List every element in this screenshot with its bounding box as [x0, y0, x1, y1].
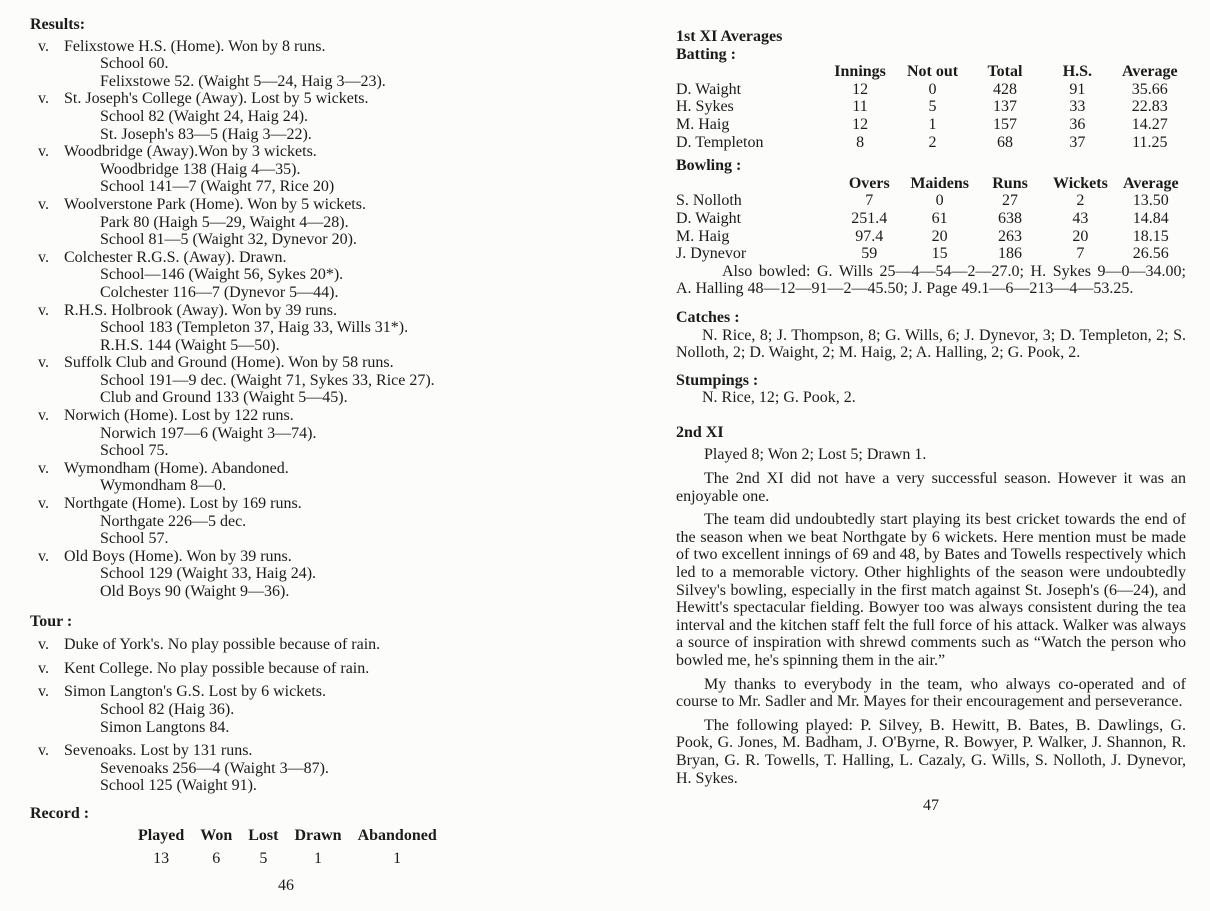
- match-detail: Simon Langtons 84.: [100, 718, 230, 736]
- record-column: [200, 827, 232, 868]
- stat-value: 2: [1076, 192, 1085, 210]
- match-detail: Park 80 (Haigh 5—29, Waight 4—28).: [100, 213, 349, 231]
- player-name: D. Waight: [676, 209, 742, 227]
- stumpings-heading: Stumpings :: [676, 371, 759, 389]
- match-entry: [30, 196, 472, 249]
- stat-value: 11: [852, 98, 868, 116]
- match-summary: Kent College. No play possible because of rain.: [64, 659, 370, 677]
- match-entry: [30, 660, 472, 678]
- table-header-row: [676, 175, 1186, 193]
- stat-value: 157: [992, 115, 1017, 133]
- match-detail: School 191—9 dec. (Waight 71, Sykes 33, Rice 27).: [100, 371, 435, 389]
- match-detail: School 129 (Waight 33, Haig 24).: [100, 565, 317, 583]
- match-detail: Northgate 226—5 dec.: [100, 512, 247, 530]
- stat-value: 27: [1002, 192, 1019, 210]
- stat-value: 68: [996, 133, 1013, 151]
- stat-value: 37: [1069, 133, 1086, 151]
- match-line: [30, 548, 472, 566]
- match-line: [30, 636, 472, 654]
- also-bowled-text: Also bowled: G. Wills 25—4—54—2—27.0; H. Sykes 9—0—34.00; A. Halling 48—12—91—2—45.50; J. Page 49.1—6—213—4—53.25.: [676, 262, 1186, 298]
- results-list: [30, 38, 472, 601]
- page-number-right: 47: [923, 797, 939, 815]
- paragraph: Played 8; Won 2; Lost 5; Drawn 1.: [704, 446, 927, 464]
- match-line: [30, 407, 472, 425]
- column-header: Overs: [848, 174, 890, 192]
- match-detail: School 141—7 (Waight 77, Rice 20): [100, 178, 335, 196]
- column-header: [676, 175, 834, 193]
- match-line: [30, 196, 472, 214]
- stats-table: [676, 63, 1186, 151]
- column-header: Total: [987, 63, 1023, 81]
- match-line: [30, 354, 472, 372]
- table-header-row: [676, 63, 1186, 81]
- stat-value: 7: [1076, 245, 1085, 263]
- table-row: [676, 192, 1186, 210]
- versus-marker: v.: [38, 195, 49, 213]
- match-detail: Felixstowe 52. (Waight 5—24, Haig 3—23).: [100, 72, 386, 90]
- stat-value: 428: [992, 80, 1017, 98]
- match-line: [30, 660, 472, 678]
- stat-value: 15: [931, 245, 948, 263]
- stat-value: 1: [928, 115, 937, 133]
- stats-table: [676, 175, 1186, 263]
- results-heading: Results:: [30, 16, 86, 33]
- paragraph: The team did undoubtedly start playing its best cricket towards the end of the season when we beat Northgate by 6 wickets. Here mention must be made of two excellent innings of 69 and 48, by Bates and Towells respectively which led to a memorable victory. Other highlights of the season were undoubtedly Silvey's bowling, especially in the first match against St. Joseph's (6—24), and Hewitt's spectacular fielding. Bowyer too was always consistent during the tea interval and the kitchen staff felt the full force of his attack. Walker was always a source of inspiration with shrewd comments such as “Watch the person who bowled me, he's spinning them in the air.”: [676, 511, 1186, 669]
- match-detail: School 57.: [100, 530, 169, 548]
- paragraph: The following played: P. Silvey, B. Hewitt, B. Bates, B. Dawlings, G. Pook, G. Jones, M. Badham, J. O'Byrne, R. Bowyer, P. Walker, J. Shannon, R. Bryan, G. R. Towells, T. Halling, L. Cazaly, G. Wills, S. Nolloth, J. Dynevor, H. Sykes.: [676, 716, 1186, 787]
- table-row: [676, 116, 1186, 134]
- stat-value: 0: [928, 80, 937, 98]
- stat-value: 61: [931, 209, 948, 227]
- batting-heading: Batting :: [676, 45, 736, 63]
- match-summary: Simon Langton's G.S. Lost by 6 wickets.: [64, 683, 326, 701]
- match-detail: School 60.: [100, 55, 169, 73]
- match-detail: School 82 (Waight 24, Haig 24).: [100, 107, 309, 125]
- match-detail: Club and Ground 133 (Waight 5—45).: [100, 389, 348, 407]
- player-name: M. Haig: [676, 227, 730, 245]
- stat-value: 638: [998, 209, 1023, 227]
- versus-marker: v.: [38, 407, 49, 425]
- record-heading: Record :: [30, 804, 90, 822]
- stat-value: 12: [852, 80, 869, 98]
- stat-value: 43: [1072, 209, 1089, 227]
- match-summary: St. Joseph's College (Away). Lost by 5 wickets.: [64, 90, 369, 108]
- match-entry: [30, 683, 472, 736]
- match-detail: School 125 (Waight 91).: [100, 777, 257, 795]
- match-line: [30, 683, 472, 701]
- stat-value: 5: [928, 98, 937, 116]
- batting-table: [676, 63, 1186, 151]
- stat-value: 0: [935, 192, 944, 210]
- column-header: Innings: [834, 63, 886, 81]
- versus-marker: v.: [38, 742, 49, 760]
- table-row: [676, 98, 1186, 116]
- match-detail: Old Boys 90 (Waight 9—36).: [100, 583, 290, 600]
- column-header: H.S.: [1062, 63, 1093, 81]
- versus-marker: v.: [38, 90, 49, 108]
- match-line: [30, 460, 472, 478]
- table-row: [676, 245, 1186, 263]
- versus-marker: v.: [38, 547, 49, 565]
- player-name: S. Nolloth: [676, 192, 742, 210]
- versus-marker: v.: [38, 659, 49, 677]
- record-header: Abandoned: [357, 826, 437, 844]
- match-entry: [30, 302, 472, 355]
- match-entry: [30, 249, 472, 302]
- player-name: D. Waight: [676, 80, 742, 98]
- averages-heading: 1st XI Averages: [676, 28, 783, 45]
- second-xi-paragraphs: [676, 446, 1186, 787]
- table-row: [676, 134, 1186, 152]
- versus-marker: v.: [38, 459, 49, 477]
- stat-value: 251.4: [851, 209, 888, 227]
- stat-value: 36: [1069, 115, 1086, 133]
- stat-value: 2: [928, 133, 937, 151]
- match-entry: [30, 460, 472, 495]
- stat-value: 13.50: [1132, 192, 1169, 210]
- match-summary: Old Boys (Home). Won by 39 runs.: [64, 547, 292, 565]
- stat-value: 22.83: [1131, 98, 1168, 116]
- match-line: [30, 38, 472, 56]
- match-summary: Wymondham (Home). Abandoned.: [64, 459, 289, 477]
- table-row: [676, 228, 1186, 246]
- stat-value: 59: [861, 245, 878, 263]
- versus-marker: v.: [38, 495, 49, 513]
- stat-value: 35.66: [1131, 80, 1168, 98]
- versus-marker: v.: [38, 301, 49, 319]
- bowling-table: [676, 175, 1186, 263]
- stat-value: 263: [998, 227, 1023, 245]
- record-value: 5: [259, 850, 268, 868]
- player-name: J. Dynevor: [676, 245, 747, 263]
- stat-value: 12: [852, 115, 869, 133]
- table-row: [676, 210, 1186, 228]
- match-detail: School—146 (Waight 56, Sykes 20*).: [100, 266, 344, 284]
- stat-value: 186: [998, 245, 1023, 263]
- match-entry: [30, 495, 472, 548]
- player-name: H. Sykes: [676, 98, 734, 116]
- match-detail: R.H.S. 144 (Waight 5—50).: [100, 336, 280, 354]
- versus-marker: v.: [38, 354, 49, 372]
- tour-heading: Tour :: [30, 612, 73, 630]
- match-summary: Felixstowe H.S. (Home). Won by 8 runs.: [64, 37, 326, 55]
- match-entry: [30, 90, 472, 143]
- record-value: 1: [393, 850, 402, 868]
- stumpings-text: N. Rice, 12; G. Pook, 2.: [702, 389, 856, 407]
- table-row: [676, 81, 1186, 99]
- stat-value: 18.15: [1132, 227, 1169, 245]
- page-left: [30, 16, 472, 894]
- column-header: Average: [1121, 63, 1178, 81]
- match-summary: R.H.S. Holbrook (Away). Won by 39 runs.: [64, 301, 337, 319]
- stat-value: 20: [1072, 227, 1089, 245]
- match-summary: Northgate (Home). Lost by 169 runs.: [64, 495, 302, 513]
- column-header: Average: [1122, 174, 1179, 192]
- match-detail: School 81—5 (Waight 32, Dynevor 20).: [100, 231, 357, 249]
- tour-list: [30, 636, 472, 795]
- stat-value: 137: [992, 98, 1017, 116]
- page-number-left: 46: [278, 876, 294, 894]
- match-detail: Wymondham 8—0.: [100, 477, 227, 495]
- match-summary: Colchester R.G.S. (Away). Drawn.: [64, 248, 287, 266]
- match-detail: School 183 (Templeton 37, Haig 33, Wills 31*).: [100, 319, 409, 337]
- page-right: [676, 28, 1186, 815]
- match-summary: Woodbridge (Away).Won by 3 wickets.: [64, 143, 317, 161]
- match-entry: [30, 354, 472, 407]
- match-line: [30, 495, 472, 513]
- stat-value: 20: [931, 227, 948, 245]
- match-summary: Duke of York's. No play possible because of rain.: [64, 636, 381, 654]
- stat-value: 7: [865, 192, 874, 210]
- column-header: Not out: [906, 63, 959, 81]
- second-xi-heading: 2nd XI: [676, 423, 724, 441]
- stat-value: 14.84: [1132, 209, 1169, 227]
- catches-text: N. Rice, 8; J. Thompson, 8; G. Wills, 6; J. Dynevor, 3; D. Templeton, 2; S. Nolloth, 2; D. Waight, 2; M. Haig, 2; A. Halling, 2; G. Pook, 2.: [676, 326, 1186, 362]
- match-detail: Norwich 197—6 (Waight 3—74).: [100, 424, 317, 442]
- match-summary: Suffolk Club and Ground (Home). Won by 58 runs.: [64, 354, 394, 372]
- match-detail: School 82 (Haig 36).: [100, 700, 235, 718]
- record-value: 13: [153, 850, 170, 868]
- record-column: [294, 827, 341, 868]
- match-line: [30, 249, 472, 267]
- stat-value: 26.56: [1132, 245, 1169, 263]
- record-header: Lost: [248, 826, 279, 844]
- match-entry: [30, 742, 472, 795]
- versus-marker: v.: [38, 636, 49, 654]
- match-detail: Sevenoaks 256—4 (Waight 3—87).: [100, 759, 329, 777]
- match-summary: Woolverstone Park (Home). Won by 5 wickets.: [64, 195, 366, 213]
- paragraph: The 2nd XI did not have a very successful season. However it was an enjoyable one.: [676, 470, 1186, 505]
- column-header: Wickets: [1053, 174, 1108, 192]
- stat-value: 14.27: [1131, 115, 1168, 133]
- record-value: 6: [212, 850, 221, 868]
- catches-heading: Catches :: [676, 308, 740, 326]
- match-line: [30, 742, 472, 760]
- record-header: Played: [138, 826, 185, 844]
- match-detail: Woodbridge 138 (Haig 4—35).: [100, 160, 301, 178]
- record-header: Won: [200, 826, 233, 844]
- paragraph: My thanks to everybody in the team, who always co-operated and of course to Mr. Sadler and Mr. Mayes for their encouragement and perseverance.: [676, 675, 1186, 711]
- versus-marker: v.: [38, 143, 49, 161]
- match-entry: [30, 636, 472, 654]
- stat-value: 97.4: [855, 227, 884, 245]
- match-entry: [30, 548, 472, 601]
- stat-value: 11.25: [1132, 133, 1168, 151]
- match-line: [30, 302, 472, 320]
- match-entry: [30, 407, 472, 460]
- column-header: Runs: [992, 174, 1028, 192]
- record-column: [248, 827, 278, 868]
- match-line: [30, 143, 472, 161]
- match-detail: Colchester 116—7 (Dynevor 5—44).: [100, 283, 339, 301]
- match-entry: [30, 143, 472, 196]
- match-summary: Sevenoaks. Lost by 131 runs.: [64, 742, 253, 760]
- column-header: Maidens: [910, 174, 969, 192]
- record-column: [138, 827, 184, 868]
- record-value: 1: [314, 850, 323, 868]
- stat-value: 91: [1069, 80, 1086, 98]
- match-summary: Norwich (Home). Lost by 122 runs.: [64, 407, 294, 425]
- versus-marker: v.: [38, 248, 49, 266]
- match-line: [30, 90, 472, 108]
- record-table: [138, 827, 472, 868]
- record-column: [358, 827, 437, 868]
- player-name: M. Haig: [676, 115, 730, 133]
- record-header: Drawn: [294, 826, 342, 844]
- versus-marker: v.: [38, 683, 49, 701]
- stat-value: 8: [856, 133, 865, 151]
- stat-value: 33: [1069, 98, 1086, 116]
- versus-marker: v.: [38, 37, 49, 55]
- match-detail: St. Joseph's 83—5 (Haig 3—22).: [100, 125, 312, 143]
- match-detail: School 75.: [100, 442, 169, 460]
- bowling-heading: Bowling :: [676, 157, 742, 175]
- player-name: D. Templeton: [676, 133, 764, 151]
- match-entry: [30, 38, 472, 91]
- column-header: [676, 63, 824, 81]
